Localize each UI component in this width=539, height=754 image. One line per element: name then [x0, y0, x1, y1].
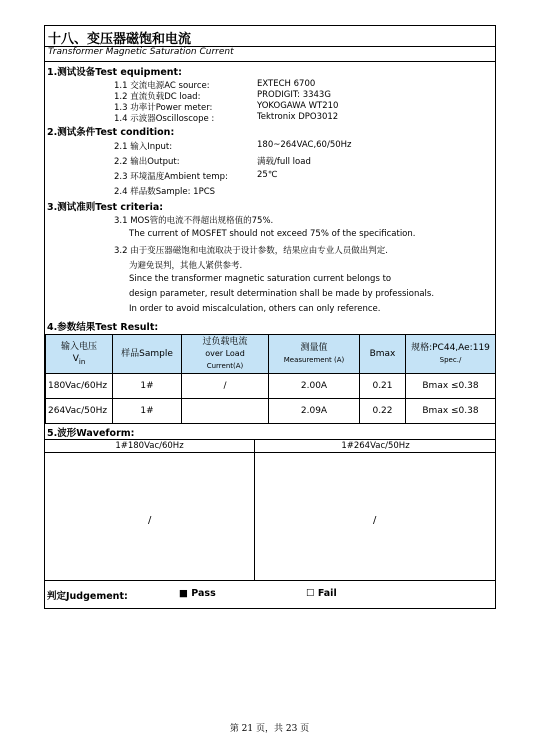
header-load-en: over Load — [205, 349, 245, 358]
pass-label: Pass — [191, 588, 216, 599]
equipment-label: 1.2 直流负载DC load: — [114, 92, 201, 102]
cell-vin: 180Vac/60Hz — [46, 374, 113, 399]
header-bmax: Bmax — [360, 335, 406, 374]
waveform-left-title: 1#180Vac/60Hz — [45, 440, 254, 453]
header-spec-en: Spec./ — [439, 356, 462, 364]
criteria-line: Since the transformer magnetic saturation current belongs to — [129, 274, 392, 284]
condition-label: 2.1 输入Input: — [114, 142, 173, 152]
judgement-label: 判定Judgement: — [47, 591, 128, 602]
criteria-line: The current of MOSFET should not exceed 75% of the specification. — [129, 229, 416, 239]
divider — [45, 580, 495, 581]
result-table — [45, 334, 496, 424]
condition-label: 2.2 输出Output: — [114, 157, 180, 167]
header-vin — [46, 335, 113, 374]
pass-checkbox[interactable] — [179, 588, 216, 599]
equipment-value: Tektronix DPO3012 — [257, 112, 339, 122]
equipment-label: 1.4 示波器Oscilloscope : — [114, 114, 215, 124]
criteria-line: 3.1 MOS管的电流不得超出规格值的75%. — [114, 216, 274, 226]
cell-spec: Bmax ≤0.38 — [406, 399, 496, 424]
waveform-left-image: / — [148, 515, 152, 526]
header-load-cn: 过负载电流 — [202, 337, 248, 347]
condition-value: 180~264VAC,60/50Hz — [257, 140, 352, 150]
waveform-divider — [254, 440, 255, 580]
cell-sample: 1# — [113, 399, 182, 424]
waveform-area — [45, 440, 496, 580]
page-footer: 第 21 页，共 23 页 — [229, 724, 310, 734]
criteria-line: 为避免误判，其他人紧供参考. — [129, 261, 243, 271]
condition-value: 满载/full load — [257, 157, 311, 167]
cell-load — [182, 399, 269, 424]
table-row — [46, 374, 496, 399]
header-meas-cn: 测量值 — [300, 343, 328, 353]
header-meas-en: Measurement (A) — [283, 356, 345, 364]
condition-label: 2.3 环境温度Ambient temp: — [114, 172, 228, 182]
waveform-right-image: / — [373, 515, 377, 526]
criteria-line: design parameter, result determination shall be made by professionals. — [129, 289, 435, 299]
fail-checkbox[interactable] — [306, 588, 337, 599]
waveform-right-title: 1#264Vac/50Hz — [255, 440, 496, 453]
fail-unchecked-icon: ☐ — [306, 588, 315, 599]
header-spec — [406, 335, 496, 374]
header-load-unit: Current(A) — [206, 362, 244, 370]
report-page — [44, 25, 496, 609]
equipment-label: 1.1 交流电源AC source: — [114, 81, 210, 91]
section-subtitle: Transformer Magnetic Saturation Current — [48, 47, 234, 57]
waveform-heading: 5.波形Waveform: — [47, 428, 135, 439]
header-vin-symbol — [46, 353, 112, 368]
cell-spec: Bmax ≤0.38 — [406, 374, 496, 399]
condition-value: 25℃ — [257, 170, 278, 180]
table-header-row — [46, 335, 496, 374]
header-sample: 样品Sample — [113, 335, 182, 374]
table-row — [46, 399, 496, 424]
equipment-value: YOKOGAWA WT210 — [257, 101, 339, 111]
criteria-heading: 3.测试准则Test criteria: — [47, 202, 164, 213]
criteria-line: In order to avoid miscalculation, others can only reference. — [129, 304, 381, 314]
pass-checked-icon: ■ — [179, 588, 188, 599]
cell-bmax: 0.21 — [360, 374, 406, 399]
header-spec-cn: 规格:PC44,Ae:119 — [411, 343, 490, 353]
divider — [45, 61, 495, 62]
condition-label: 2.4 样品数Sample: 1PCS — [114, 187, 216, 197]
header-measurement — [269, 335, 360, 374]
result-heading: 4.参数结果Test Result: — [47, 322, 159, 333]
cell-measurement: 2.00A — [269, 374, 360, 399]
cell-vin: 264Vac/50Hz — [46, 399, 113, 424]
header-vin-v: V — [72, 353, 79, 364]
equipment-heading: 1.测试设备Test equipment: — [47, 67, 182, 78]
equipment-label: 1.3 功率计Power meter: — [114, 103, 213, 113]
equipment-value: EXTECH 6700 — [257, 79, 316, 89]
header-vin-sub: in — [78, 357, 86, 366]
condition-heading: 2.测试条件Test condition: — [47, 127, 175, 138]
equipment-value: PRODIGIT: 3343G — [257, 90, 331, 100]
cell-load: / — [182, 374, 269, 399]
criteria-line: 3.2 由于变压器磁饱和电流取决于设计参数，结果应由专业人员做出判定. — [114, 246, 388, 256]
fail-label: Fail — [317, 588, 337, 599]
section-title: 十八、变压器磁饱和电流 — [48, 32, 192, 47]
cell-sample: 1# — [113, 374, 182, 399]
header-load — [182, 335, 269, 374]
header-vin-cn: 输入电压 — [60, 341, 97, 352]
cell-measurement: 2.09A — [269, 399, 360, 424]
cell-bmax: 0.22 — [360, 399, 406, 424]
